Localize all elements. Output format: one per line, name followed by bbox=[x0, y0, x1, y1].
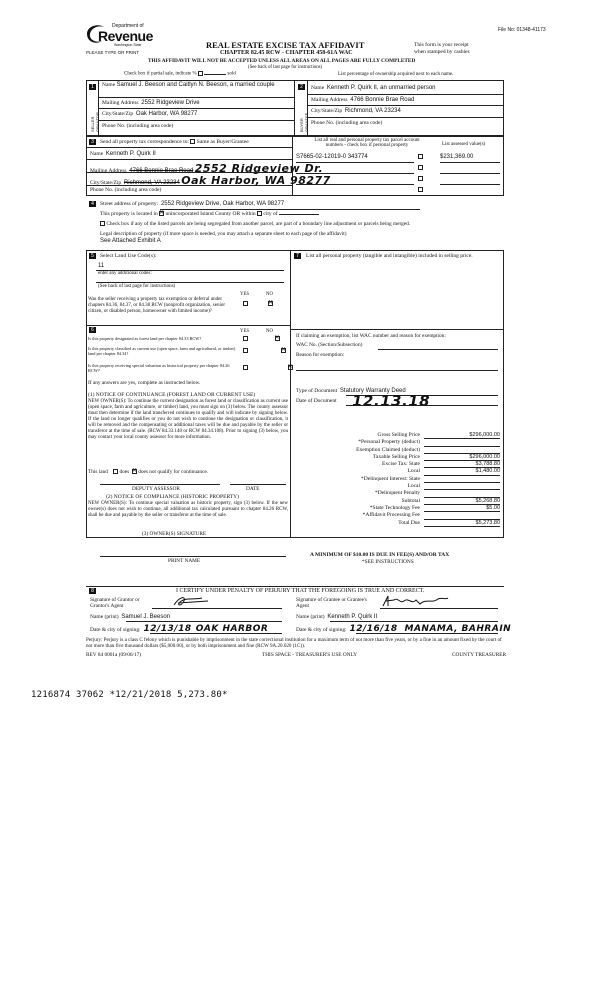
historic-question: Is this property receiving special valuation as historical property per chapter 84.26 RCW? bbox=[88, 363, 230, 373]
grantor-date-label: Date & city of signing: bbox=[90, 627, 141, 633]
forest-question: Is this property designated as forest land per chapter 84.33 RCW? bbox=[88, 336, 202, 341]
if-any-yes: If any answers are yes, complete as instructed below. bbox=[88, 380, 201, 386]
tax-row-label: Taxable Selling Price bbox=[373, 453, 420, 460]
seller-city-row bbox=[102, 111, 197, 117]
grantor-name-row bbox=[90, 614, 170, 620]
parcel-number[interactable]: S7665-02-12019-0 343774 bbox=[296, 154, 368, 160]
tax-phone-label[interactable]: Phone No. (including area code) bbox=[90, 187, 162, 193]
open-space-no-checkbox[interactable] bbox=[281, 348, 286, 353]
deputy-date-label: DATE bbox=[246, 486, 260, 492]
city-of-label: city of bbox=[263, 211, 278, 217]
ownership-note: List percentage of ownership acquired next to each name. bbox=[338, 72, 454, 77]
tax-row-value[interactable] bbox=[424, 439, 500, 446]
buyer-name[interactable]: Kenneth P. Quirk II, an unmarried person bbox=[326, 85, 436, 91]
section-1-number: 1 bbox=[89, 84, 96, 90]
tax-row bbox=[296, 520, 500, 527]
tax-city-handwritten[interactable]: Oak Harbor, WA 98277 bbox=[181, 174, 331, 187]
tax-row-label: *Personal Property (deduct) bbox=[358, 439, 420, 446]
street-address[interactable]: 2552 Ridgeview Drive, Oak Harbor, WA 98277 bbox=[160, 201, 285, 207]
tax-row-label: Gross Selling Price bbox=[377, 432, 420, 438]
land-use-label: Select Land Use Code(s): bbox=[100, 253, 157, 259]
section-7-number: 7 bbox=[294, 253, 301, 259]
buyer-city-label: City/State/Zip bbox=[311, 108, 343, 114]
city-of-checkbox[interactable] bbox=[257, 211, 262, 216]
assessed-header: List assessed value(s) bbox=[442, 142, 486, 147]
treasurer-space-label: THIS SPACE - TREASURER'S USE ONLY bbox=[262, 652, 358, 658]
form-title: REAL ESTATE EXCISE TAX AFFIDAVIT bbox=[206, 40, 365, 50]
tax-row-value[interactable]: $5.00 bbox=[424, 505, 500, 512]
tax-name[interactable]: Kenneth P. Quirk II bbox=[105, 151, 156, 157]
tax-row-value[interactable]: $3,788.80 bbox=[424, 461, 500, 468]
grantor-signature[interactable] bbox=[172, 594, 212, 608]
parcel-2-checkbox[interactable] bbox=[418, 165, 423, 170]
forest-yes-checkbox[interactable] bbox=[243, 336, 248, 341]
type-doc-value[interactable]: Statutory Warranty Deed bbox=[339, 388, 406, 394]
yes-header-2: YES bbox=[240, 329, 250, 334]
grantee-name-row bbox=[296, 614, 377, 620]
tax-row-label: Exemption Claimed (deduct) bbox=[356, 446, 420, 453]
tax-address-handwritten[interactable]: 2552 Ridgeview Dr. bbox=[194, 162, 324, 175]
see-instructions-note: *SEE INSTRUCTIONS bbox=[362, 559, 414, 565]
section-5-number: 5 bbox=[89, 253, 96, 259]
send-all-row bbox=[100, 139, 249, 145]
parcel-1-checkbox[interactable] bbox=[418, 154, 423, 159]
tax-row-label: Local bbox=[407, 483, 420, 490]
buyer-address[interactable]: 4766 Bonnie Brae Road bbox=[350, 97, 415, 103]
grantee-name-label: Name (print) bbox=[296, 614, 325, 620]
historic-no-checkbox[interactable] bbox=[288, 365, 293, 370]
yes-header-1: YES bbox=[240, 292, 250, 297]
forest-no-checkbox[interactable] bbox=[275, 336, 280, 341]
tax-row-label: *Affidavit Processing Fee bbox=[362, 512, 420, 519]
partial-sale-checkbox[interactable] bbox=[198, 71, 203, 76]
buyer-address-row bbox=[311, 97, 414, 103]
tax-row-label: Subtotal bbox=[401, 497, 420, 504]
logo-word: Revenue bbox=[98, 28, 153, 44]
grantor-name[interactable]: Samuel J. Beeson bbox=[121, 614, 171, 620]
tax-row-label: *Delinquent Penalty bbox=[374, 490, 420, 497]
see-back-note: (See back of last page for instructions) bbox=[248, 65, 323, 70]
does-not-checkbox[interactable] bbox=[132, 469, 137, 474]
please-type: PLEASE TYPE OR PRINT bbox=[86, 50, 140, 55]
seller-city-label: City/State/Zip bbox=[102, 111, 134, 117]
grantor-signature-label: Signature of Grantor or Grantor's Agent bbox=[90, 597, 140, 609]
tax-row-value[interactable]: $296,000.00 bbox=[424, 432, 500, 439]
qualify-row bbox=[88, 469, 208, 475]
grantee-date[interactable]: 12/16/18 bbox=[349, 624, 398, 634]
does-checkbox[interactable] bbox=[113, 469, 118, 474]
enter-codes-label: enter any additional codes: bbox=[98, 271, 152, 276]
exemption-question: Was the seller receiving a property tax exemption or deferral under chapters 84.36, 84.37, or 84.38 RCW (nonprofit organization, senior citizen, or disabled person, homeowner with limited income)? bbox=[88, 297, 226, 314]
buyer-name-row bbox=[311, 85, 436, 91]
seller-phone-label[interactable]: Phone No. (including area code) bbox=[102, 123, 174, 129]
grantee-city[interactable]: MANAMA, BAHRAIN bbox=[404, 624, 512, 634]
sold-label: sold bbox=[227, 71, 236, 77]
buyer-city[interactable]: Richmond, VA 23234 bbox=[344, 108, 401, 114]
tax-city-struck: Richmond, VA 23234 bbox=[123, 180, 180, 186]
segregated-checkbox[interactable] bbox=[100, 221, 105, 226]
grantee-signature-label: Signature of Grantee or Grantee's Agent bbox=[296, 597, 367, 609]
segregated-row bbox=[100, 221, 410, 227]
tax-address-struck: 4766 Bonnie Brae Road bbox=[129, 168, 194, 174]
partial-sale-text: Check box if partial sale, indicate % bbox=[124, 71, 197, 77]
unincorporated-checkbox[interactable] bbox=[159, 211, 164, 216]
file-number: File No: 01348-41173 bbox=[498, 27, 546, 33]
notice-continuance-title: (1) NOTICE OF CONTINUANCE (FOREST LAND OR CURRENT USE) bbox=[88, 392, 256, 398]
legal-desc-label: Legal description of property (if more space is needed, you may attach a separate sheet to each page of the affidavit) bbox=[100, 231, 347, 237]
owner-signature-label: (3) OWNER(S) SIGNATURE bbox=[142, 531, 207, 537]
section-3-number: 3 bbox=[89, 139, 96, 145]
tax-row bbox=[296, 439, 500, 446]
not-accepted-note: THIS AFFIDAVIT WILL NOT BE ACCEPTED UNLESS ALL AREAS ON ALL PAGES ARE FULLY COMPLETED bbox=[148, 58, 416, 64]
tax-name-row bbox=[90, 151, 156, 157]
buyer-side-label: BUYER GRANTEE bbox=[299, 112, 309, 132]
open-space-yes-checkbox[interactable] bbox=[243, 348, 248, 353]
logo-line1: Department of bbox=[112, 23, 144, 29]
send-all-label: Send all property tax correspondence to: bbox=[100, 139, 190, 145]
tax-row-value[interactable] bbox=[424, 490, 500, 497]
parcel-4-checkbox[interactable] bbox=[418, 187, 423, 192]
tax-row bbox=[296, 461, 500, 468]
land-use-code[interactable]: 11 bbox=[98, 263, 105, 269]
tax-row-label: Local bbox=[407, 468, 420, 475]
buyer-name-label: Name bbox=[311, 85, 325, 91]
buyer-phone-label[interactable]: Phone No. (including area code) bbox=[311, 120, 383, 126]
buyer-city-row bbox=[311, 108, 401, 114]
parcel-3-checkbox[interactable] bbox=[418, 176, 423, 181]
seller-name-row bbox=[102, 82, 292, 88]
seller-city[interactable]: Oak Harbor, WA 98277 bbox=[135, 111, 198, 117]
county-treasurer-label: COUNTY TREASURER bbox=[452, 652, 507, 658]
no-header-2: NO bbox=[266, 329, 273, 334]
deputy-assessor-label: DEPUTY ASSESSOR bbox=[132, 486, 180, 492]
reason-label: Reason for exemption: bbox=[296, 352, 345, 358]
tax-row bbox=[296, 498, 500, 505]
located-row bbox=[100, 211, 319, 217]
legal-desc-value[interactable]: See Attached Exhibit A bbox=[100, 238, 161, 244]
tax-row-label: *State Technology Fee bbox=[369, 504, 420, 511]
seller-name[interactable]: Samuel J. Beeson and Caitlyn N. Beeson, a married couple bbox=[116, 82, 275, 88]
tax-row-value[interactable]: $5,268.80 bbox=[424, 498, 500, 505]
tax-row bbox=[296, 483, 500, 490]
parcel-header bbox=[298, 138, 436, 148]
tax-city-label: City/State/Zip bbox=[90, 180, 122, 186]
grantee-date-label: Date & city of signing: bbox=[296, 627, 347, 633]
does-not-label: does not bbox=[138, 469, 157, 475]
parcel-header-line-1: List all real and personal property tax parcel account bbox=[314, 138, 420, 143]
tax-row bbox=[296, 468, 500, 475]
rev-code: REV 84 0001a (09/06/17) bbox=[86, 652, 142, 658]
notice-compliance-title: (2) NOTICE OF COMPLIANCE (HISTORIC PROPERTY) bbox=[106, 494, 239, 500]
receipt-note-1: This form is your receipt bbox=[414, 42, 469, 48]
section-6-number: 6 bbox=[89, 327, 96, 333]
tax-row-value[interactable] bbox=[424, 512, 500, 519]
same-as-buyer-checkbox[interactable] bbox=[190, 139, 195, 144]
section-2-number: 2 bbox=[298, 84, 305, 90]
receipt-note-2: when stamped by cashier. bbox=[414, 49, 471, 55]
historic-yes-checkbox[interactable] bbox=[243, 365, 248, 370]
tax-address-label: Mailing Address bbox=[90, 168, 127, 174]
cashier-stamp: 1216874 37062 *12/21/2018 5,273.80* bbox=[31, 690, 228, 700]
assessed-value[interactable]: $231,369.00 bbox=[440, 154, 474, 160]
seller-name-label: Name bbox=[102, 82, 116, 88]
type-doc-label: Type of Document bbox=[296, 388, 338, 394]
tax-row bbox=[296, 447, 500, 454]
print-name-label: PRINT NAME bbox=[168, 558, 201, 564]
tax-row-value[interactable]: $5,273.80 bbox=[424, 520, 500, 527]
parcel-header-line-2: numbers - check box if personal property bbox=[325, 143, 409, 148]
section-4-number: 4 bbox=[89, 201, 96, 207]
exemption-no-checkbox[interactable] bbox=[268, 301, 273, 306]
unincorporated-label: unincorporated Island County OR within bbox=[165, 211, 256, 217]
located-label: This property is located in bbox=[100, 211, 158, 217]
tax-row-label: Excise Tax: State bbox=[381, 461, 420, 468]
wac-label: WAC No. (Section/Subsection) bbox=[296, 342, 363, 348]
grantee-name[interactable]: Kenneth P. Quirk II bbox=[327, 614, 378, 620]
tax-row bbox=[296, 490, 500, 497]
parcel-checkboxes bbox=[418, 154, 423, 192]
tax-row-label: *Delinquent Interest: State bbox=[361, 475, 420, 482]
land-use-see-back: (See back of last page for instructions) bbox=[98, 284, 176, 289]
grantor-city[interactable]: OAK HARBOR bbox=[195, 624, 269, 634]
tax-row bbox=[296, 512, 500, 519]
does-label: does bbox=[119, 469, 130, 475]
certify-statement: I CERTIFY UNDER PENALTY OF PERJURY THAT THE FOREGOING IS TRUE AND CORRECT. bbox=[176, 588, 425, 594]
minimum-fee-note: A MINIMUM OF $10.00 IS DUE IN FEE(S) AND/OR TAX bbox=[310, 552, 450, 558]
perjury-notice: Perjury: Perjury is a class C felony which is punishable by imprisonment in the state correctional institution for a maximum term of not more than five years, or by a fine in an amount fixed by the court of not more than five thousand dollars ($5,000.00), or by both imprisonment and fine (RCW 9A.20.020 (1C)). bbox=[86, 637, 502, 649]
partial-sale-label bbox=[124, 71, 236, 77]
exemption-yes-checkbox[interactable] bbox=[243, 301, 248, 306]
tax-row-value[interactable]: $296,000.00 bbox=[424, 454, 500, 461]
seller-address-row bbox=[102, 100, 200, 106]
tax-row bbox=[296, 454, 500, 461]
tax-row-value[interactable] bbox=[424, 476, 500, 483]
tax-table bbox=[296, 432, 500, 527]
same-as-buyer-label: Same as Buyer/Grantee bbox=[196, 139, 249, 145]
no-header-1: NO bbox=[266, 292, 273, 297]
tax-name-label: Name bbox=[90, 151, 104, 157]
street-label: Street address of property: bbox=[100, 201, 159, 207]
segregated-label: Check box if any of the listed parcels are being segregated from another parcel, are part of a boundary line adjustment or parcels being merged. bbox=[106, 221, 411, 227]
notice-continuance-body: NEW OWNER(S): To continue the current designation as forest land or classification as current use (open space, farm and agriculture, or timber) land, you must sign on (3) below. The county assessor must then determine if the land transferred continues to qualify and will indicate by signing below. If the land no longer qualifies or you do not wish to continue the designation or classification, it will be removed and the compensating or additional taxes will be due and payable by the seller or transferor at the time of sale. (RCW 84.33.140 or RCW 84.34.108). Prior to signing (3) below, you may contact your local county assessor for more information. bbox=[88, 399, 288, 440]
tax-row-label: Total Due bbox=[398, 519, 420, 526]
dor-logo bbox=[84, 22, 164, 52]
tax-row bbox=[296, 476, 500, 483]
seller-address[interactable]: 2552 Ridgeview Drive bbox=[141, 100, 200, 106]
form-chapter: CHAPTER 82.45 RCW - CHAPTER 458-61A WAC bbox=[220, 50, 353, 56]
tax-row-value[interactable] bbox=[424, 447, 500, 454]
section-8-number: 8 bbox=[89, 588, 96, 594]
seller-side-label: SELLER GRANTOR bbox=[90, 112, 100, 132]
seller-address-label: Mailing Address bbox=[102, 100, 139, 106]
open-space-question: Is this property classified as current use (open space, farm and agricultural, or timber) land per chapter 84.34? bbox=[88, 346, 236, 356]
buyer-address-label: Mailing Address bbox=[311, 97, 348, 103]
this-land-label: This land bbox=[88, 469, 108, 475]
if-claiming-label: If claiming an exemption, list WAC number and reason for exemption: bbox=[296, 333, 446, 339]
date-doc-value[interactable]: 12.13.18 bbox=[352, 392, 431, 410]
tax-row-value[interactable] bbox=[424, 483, 500, 490]
logo-line2: Washington State bbox=[114, 43, 142, 47]
tax-row-value[interactable]: $1,480.00 bbox=[424, 468, 500, 475]
personal-property-label: List all personal property (tangible and intangible) included in selling price. bbox=[306, 253, 473, 259]
grantor-date[interactable]: 12/13/18 bbox=[143, 624, 192, 634]
grantor-name-label: Name (print) bbox=[90, 614, 119, 620]
qualify-label: qualify for continuance. bbox=[157, 469, 209, 475]
date-doc-label: Date of Document bbox=[296, 398, 337, 404]
grantee-signature[interactable] bbox=[380, 594, 450, 608]
notice-compliance-body: NEW OWNER(S): To continue special valuation as historic property, sign (3) below. If the new owner(s) does not wish to continue, all additional tax calculated pursuant to chapter 84.26 RCW, shall be due and payable by the seller or transferor at the time of sale. bbox=[88, 501, 288, 518]
street-row bbox=[100, 201, 284, 207]
